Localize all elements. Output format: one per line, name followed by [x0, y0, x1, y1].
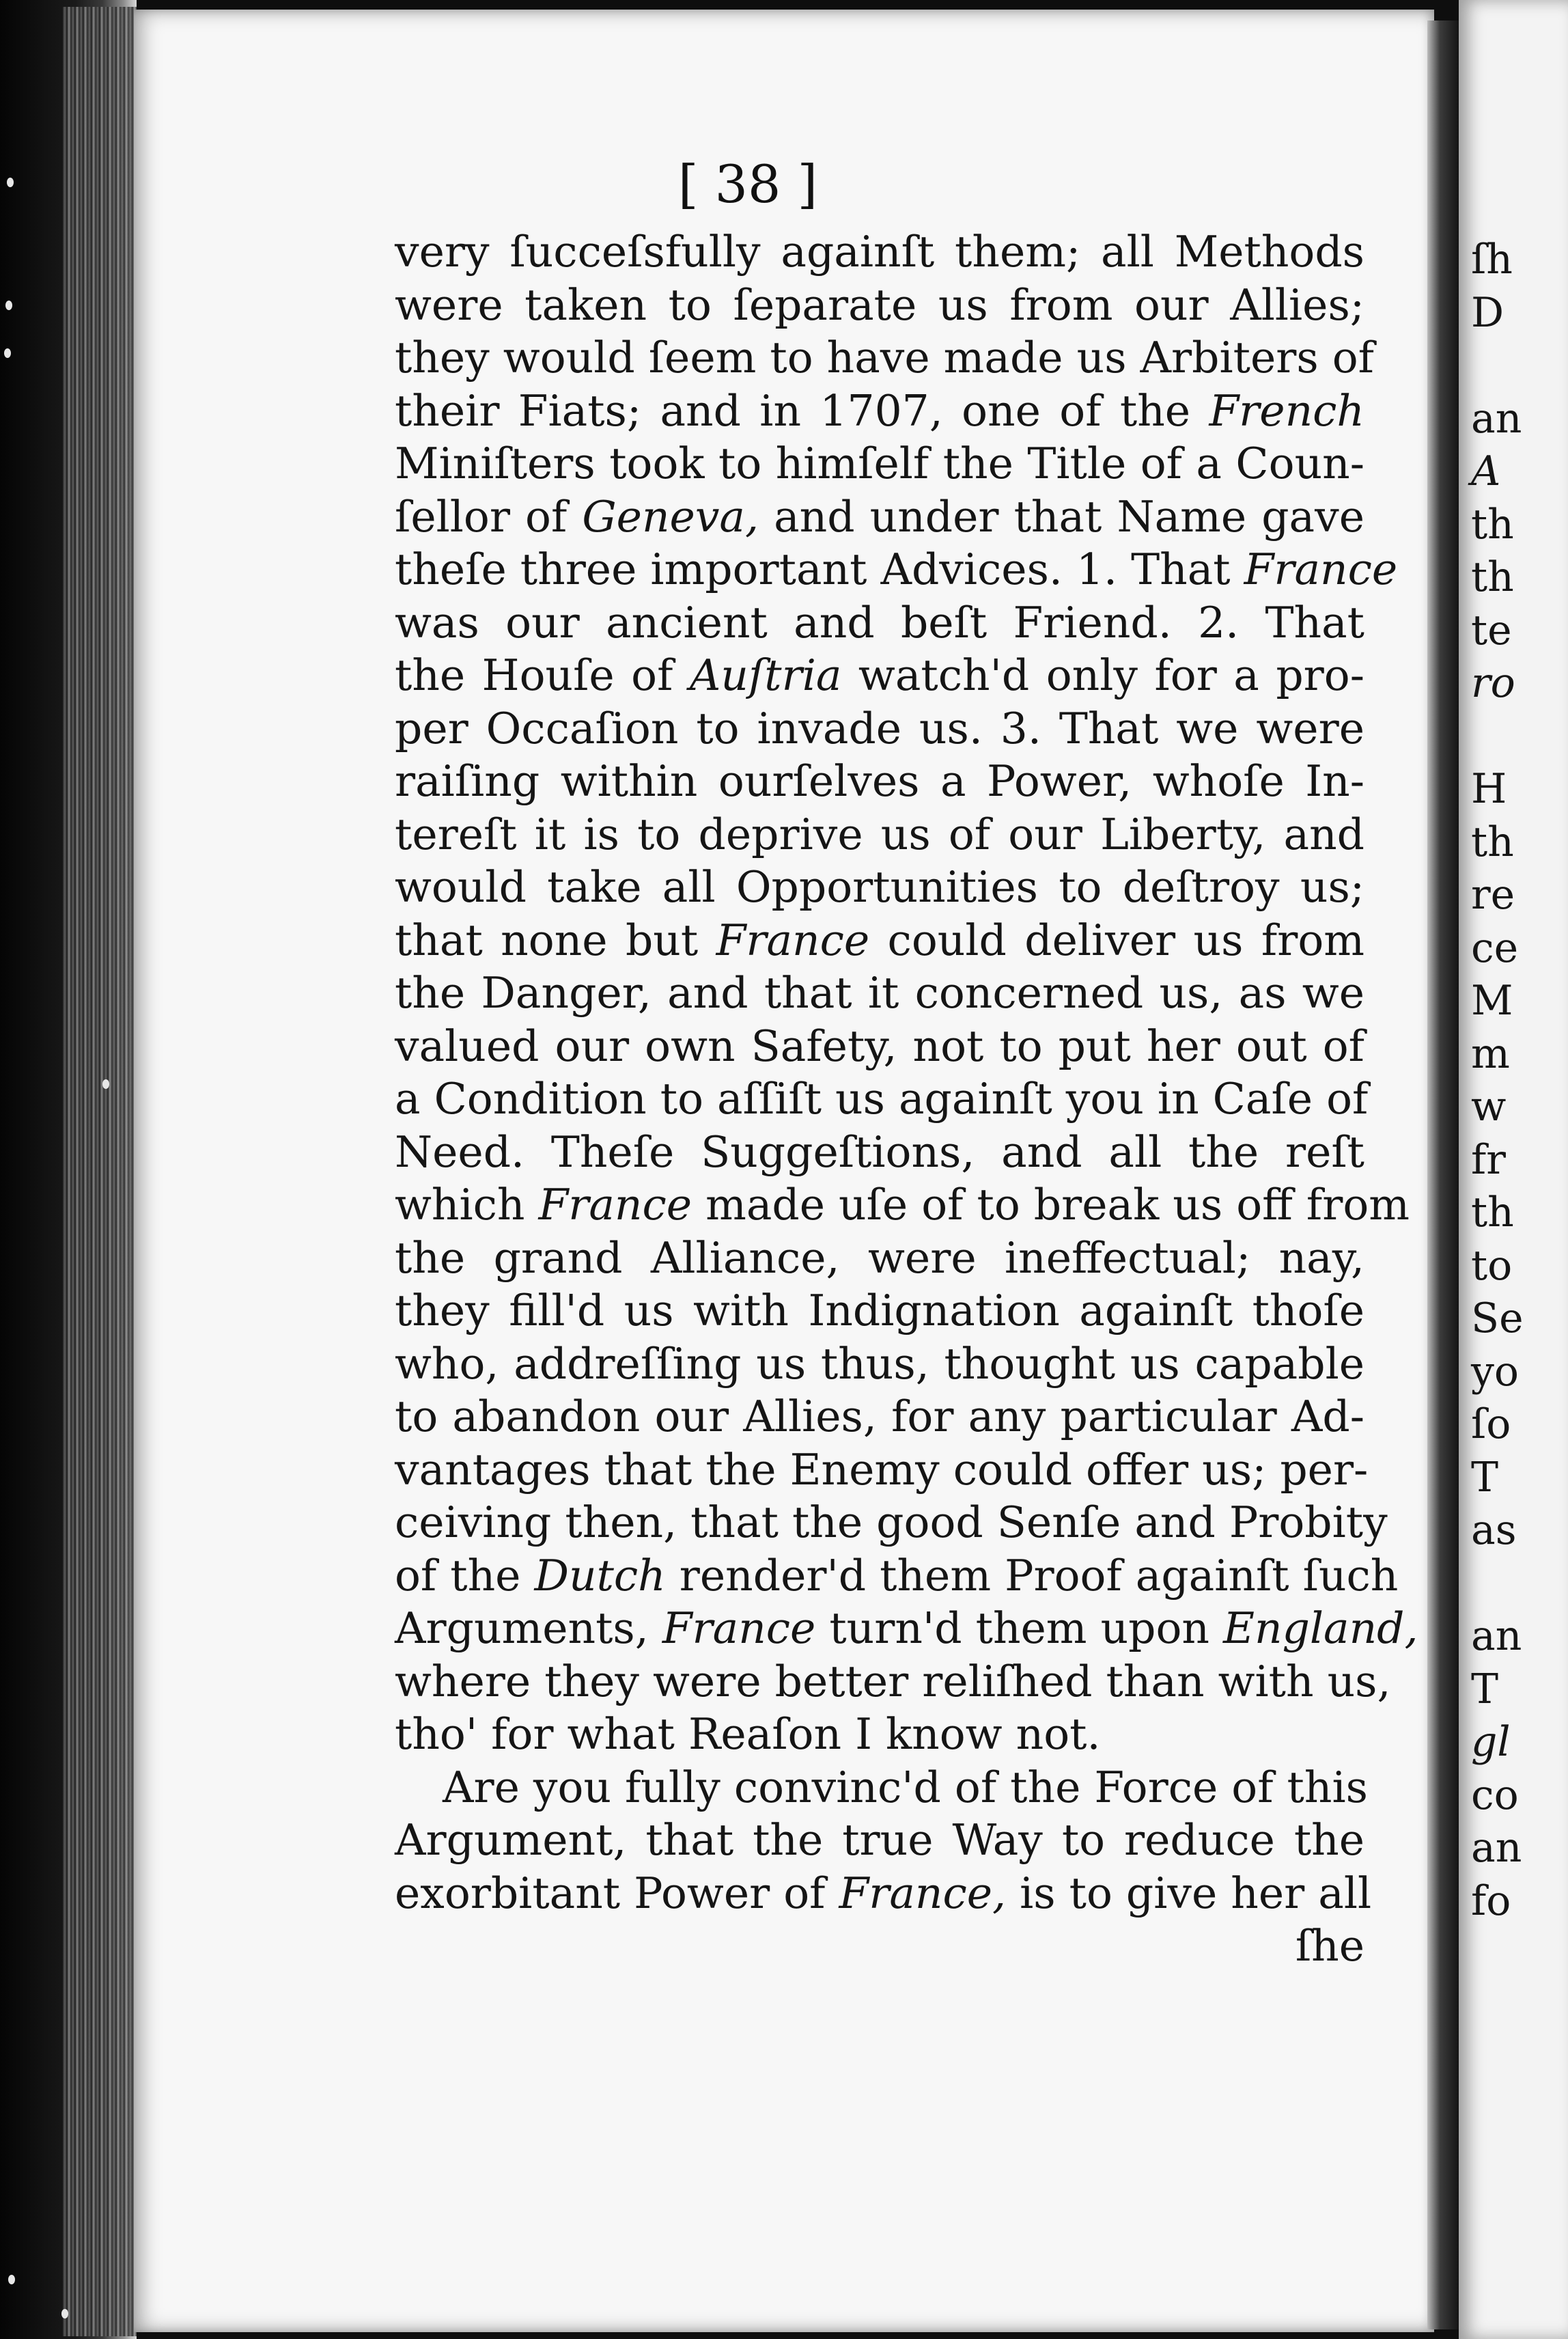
italic-text-run: France: [716, 915, 870, 965]
facing-page-text: M: [1471, 977, 1513, 1025]
dust-speck: [8, 2275, 15, 2284]
text-run: of the: [395, 1550, 535, 1601]
text-line: [395, 1390, 1364, 1443]
dust-speck: [7, 178, 14, 187]
text-run: tho' for what Reaſon I know not.: [395, 1709, 1101, 1759]
page-number-header: [0, 154, 1568, 214]
italic-text-run: France,: [839, 1868, 1007, 1918]
italic-text-run: France: [538, 1180, 692, 1230]
text-run: were taken to ſeparate us from our Allies;: [395, 279, 1364, 330]
facing-page-text: ſo: [1471, 1400, 1511, 1448]
facing-page: [1459, 0, 1568, 2339]
text-run: where they were better reliſhed than with us,: [395, 1656, 1391, 1706]
italic-text-run: French: [1209, 385, 1364, 436]
text-line: [395, 808, 1364, 861]
facing-page-text: T: [1471, 1665, 1499, 1713]
text-run: raiſing within ourſelves a Power, whoſe In-: [395, 756, 1364, 806]
text-run: ceiving then, that the good Senſe and Probity: [395, 1497, 1388, 1547]
italic-text-run: France: [662, 1603, 816, 1653]
text-run: vantages that the Enemy could offer us; per-: [395, 1444, 1369, 1495]
facing-page-text: D: [1471, 288, 1504, 337]
text-run: was our ancient and beſt Friend. 2. That: [395, 597, 1364, 648]
text-run: which: [395, 1180, 539, 1230]
text-run: ſellor of: [395, 491, 583, 542]
text-line: [395, 1655, 1391, 1708]
text-run: tereſt it is to deprive us of our Liberty, and: [395, 809, 1364, 859]
text-line: [395, 1020, 1364, 1073]
text-run: they fill'd us with Indignation againſt thoſe: [395, 1286, 1364, 1335]
text-line: [395, 225, 1364, 279]
text-line: [395, 1178, 1410, 1232]
facing-page-text: w: [1471, 1083, 1507, 1131]
facing-page-text: H: [1471, 765, 1507, 813]
text-line: [395, 279, 1364, 332]
facing-page-text: ro: [1471, 659, 1515, 707]
italic-text-run: Dutch: [534, 1550, 666, 1601]
catchword: ſhe: [1295, 1921, 1364, 1971]
book-spine-shadow: [1427, 20, 1459, 2329]
text-line: [395, 1072, 1369, 1126]
italic-text-run: Geneva,: [582, 491, 759, 542]
text-run: very ſucceſsfully againſt them; all Methods: [395, 227, 1364, 277]
facing-page-text: te: [1471, 606, 1512, 654]
text-run: and under that Name gave: [759, 491, 1364, 542]
text-run: render'd them Proof againſt ſuch: [665, 1550, 1399, 1601]
text-line: [395, 914, 1364, 967]
text-run: they would ſeem to have made us Arbiters of: [395, 333, 1374, 383]
dust-speck: [4, 348, 11, 358]
facing-page-text: re: [1471, 871, 1515, 919]
text-run: a Condition to aſſiſt us againſt you in Caſe of: [395, 1074, 1369, 1124]
text-line: [395, 1284, 1364, 1338]
text-line: [395, 1549, 1399, 1603]
text-run: is to give her all: [1006, 1868, 1372, 1918]
text-line: [395, 596, 1364, 650]
text-run: Are you fully convinc'd of the Force of this: [443, 1762, 1368, 1812]
text-run: watch'd only for a pro-: [841, 650, 1365, 700]
text-run: Need. Theſe Suggeſtions, and all the reſt: [395, 1126, 1364, 1177]
facing-page-text: ſh: [1471, 236, 1513, 283]
text-run: Argument, that the true Way to reduce the: [395, 1815, 1364, 1865]
body-text: [395, 225, 1418, 1973]
text-line: [395, 1761, 1368, 1814]
text-line: [395, 1232, 1364, 1285]
text-run: theſe three important Advices. 1. That: [395, 544, 1244, 594]
dust-speck: [102, 1079, 109, 1089]
text-line: [395, 1602, 1418, 1655]
text-line: [395, 1708, 1364, 1761]
text-run: Miniſters took to himſelf the Title of a Coun-: [395, 439, 1364, 488]
text-line: [395, 490, 1364, 544]
text-line: [395, 1338, 1364, 1391]
text-run: would take all Opportunities to deſtroy us;: [395, 862, 1364, 912]
text-run: Arguments,: [395, 1603, 662, 1653]
facing-page-text: an: [1471, 394, 1522, 443]
facing-page-text: Se: [1471, 1295, 1524, 1342]
text-run: turn'd them upon: [815, 1603, 1223, 1653]
text-run: their Fiats; and in 1707, one of the: [395, 385, 1209, 436]
text-line: [395, 385, 1364, 438]
text-line: [395, 649, 1364, 702]
page-number: [ 38 ]: [677, 154, 818, 214]
text-run: could deliver us from: [869, 915, 1364, 965]
facing-page-text: ce: [1471, 924, 1519, 972]
facing-page-text: an: [1471, 1612, 1522, 1660]
text-run: who, addreſſing us thus, thought us capable: [395, 1338, 1364, 1389]
text-line: [395, 702, 1364, 756]
text-run: to abandon our Allies, for any particular Ad-: [395, 1392, 1364, 1441]
text-line: [395, 1867, 1372, 1920]
text-line: [395, 967, 1364, 1020]
facing-page-text: to: [1471, 1241, 1513, 1290]
text-run: the grand Alliance, were ineffectual; nay,: [395, 1232, 1364, 1283]
italic-text-run: France: [1244, 544, 1398, 594]
facing-page-text: th: [1471, 500, 1514, 549]
facing-page-text: m: [1471, 1029, 1510, 1078]
text-line: [395, 1443, 1369, 1497]
text-line: [395, 1496, 1388, 1549]
facing-page-text: co: [1471, 1771, 1519, 1819]
text-run: per Occaſion to invade us. 3. That we were: [395, 703, 1364, 753]
text-line: [395, 331, 1374, 385]
text-run: exorbitant Power of: [395, 1868, 839, 1918]
facing-page-text: th: [1471, 1189, 1514, 1236]
text-run: valued our own Safety, not to put her out of: [395, 1021, 1364, 1071]
facing-page-text: th: [1471, 818, 1514, 866]
facing-page-text: fo: [1471, 1877, 1511, 1925]
italic-text-run: England,: [1223, 1603, 1418, 1653]
dust-speck: [61, 2309, 68, 2319]
text-line: [395, 543, 1398, 596]
text-run: the Danger, and that it concerned us, as we: [395, 968, 1364, 1018]
facing-page-text: T: [1471, 1453, 1499, 1501]
text-line: [395, 755, 1364, 808]
text-line: [395, 861, 1364, 914]
page-edges: [63, 7, 137, 2336]
text-line: [395, 1814, 1364, 1867]
text-run: that none but: [395, 915, 716, 965]
facing-page-text: an: [1471, 1824, 1522, 1872]
italic-text-run: Auſtria: [689, 650, 842, 700]
facing-page-text: as: [1471, 1506, 1517, 1554]
dust-speck: [5, 301, 12, 310]
text-line: [395, 1126, 1364, 1179]
text-run: the Houſe of: [395, 650, 690, 700]
facing-page-text: fr: [1471, 1135, 1506, 1184]
facing-page-text: A: [1471, 447, 1501, 495]
text-line: [395, 437, 1364, 490]
facing-page-text: gl: [1471, 1718, 1511, 1766]
facing-page-text: th: [1471, 553, 1514, 601]
text-run: made uſe of to break us off from: [692, 1180, 1410, 1230]
facing-page-text: yo: [1471, 1347, 1520, 1396]
